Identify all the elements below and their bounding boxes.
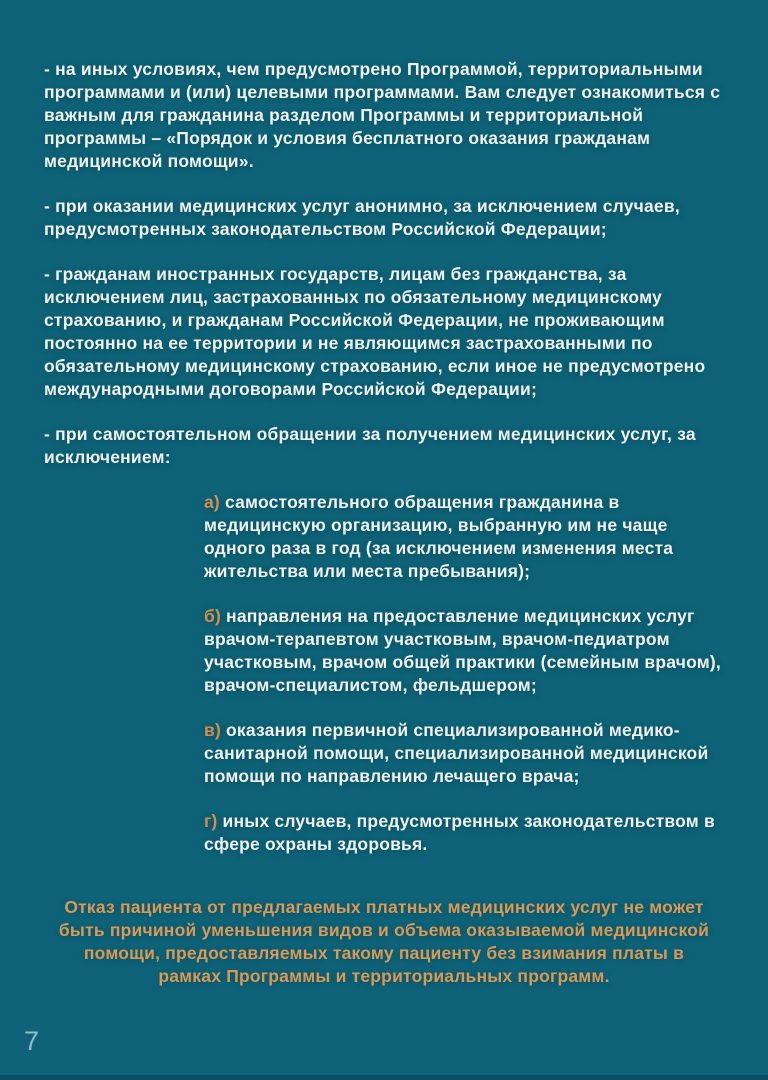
list-item-a bbox=[204, 491, 724, 583]
body-text bbox=[44, 58, 724, 856]
item-letter-b: б) bbox=[204, 606, 222, 626]
item-text-b: направления на предоставление медицинских услуг врачом-терапевтом участковым, врачом-педиатром участковым, врачом общей практики (семейным врачом), врачом-специалистом, фельдшером; bbox=[204, 606, 721, 695]
list-item-b bbox=[204, 605, 724, 697]
notice-paragraph: Отказ пациента от предлагаемых платных медицинских услуг не может быть причиной уменьшения видов и объема оказываемой медицинской помощи, предоставляемых такому пациенту без взимания платы в рамках Программы и территориальных программ. bbox=[58, 897, 710, 986]
exceptions-list bbox=[204, 491, 724, 856]
bottom-edge-band bbox=[0, 1075, 768, 1080]
list-item-g bbox=[204, 810, 724, 856]
item-letter-v: в) bbox=[204, 720, 221, 740]
item-text-a: самостоятельного обращения гражданина в медицинскую организацию, выбранную им не чаще одного раза в год (за исключением изменения места жительства или места пребывания); bbox=[204, 492, 674, 581]
paragraph-self-referral: - при самостоятельном обращении за получением медицинских услуг, за исключением: bbox=[44, 424, 696, 467]
paragraph-foreign-citizens: - гражданам иностранных государств, лицам без гражданства, за исключением лиц, застрахованных по обязательному медицинскому страхованию, и гражданам Российской Федерации, не проживающим постоянно на ее территории и не являющимся застрахованными по обязательному медицинскому страхованию, если иное не предусмотрено международными договорами Российской Федерации; bbox=[44, 264, 706, 399]
item-text-g: иных случаев, предусмотренных законодательством в сфере охраны здоровья. bbox=[204, 811, 715, 854]
item-text-v: оказания первичной специализированной медико-санитарной помощи, специализированной медицинской помощи по направлению лечащего врача; bbox=[204, 720, 709, 786]
list-item-v bbox=[204, 719, 724, 788]
item-letter-a: а) bbox=[204, 492, 220, 512]
paragraph-anonymous-services: - при оказании медицинских услуг анонимно, за исключением случаев, предусмотренных законодательством Российской Федерации; bbox=[44, 196, 680, 239]
paragraph-other-conditions: - на иных условиях, чем предусмотрено Программой, территориальными программами и (или) целевыми программами. Вам следует ознакомиться с важным для гражданина разделом Программы и территориальной программы – «Порядок и условия бесплатного оказания гражданам медицинской помощи». bbox=[44, 59, 721, 171]
item-letter-g: г) bbox=[204, 811, 218, 831]
page-number: 7 bbox=[24, 1026, 40, 1056]
